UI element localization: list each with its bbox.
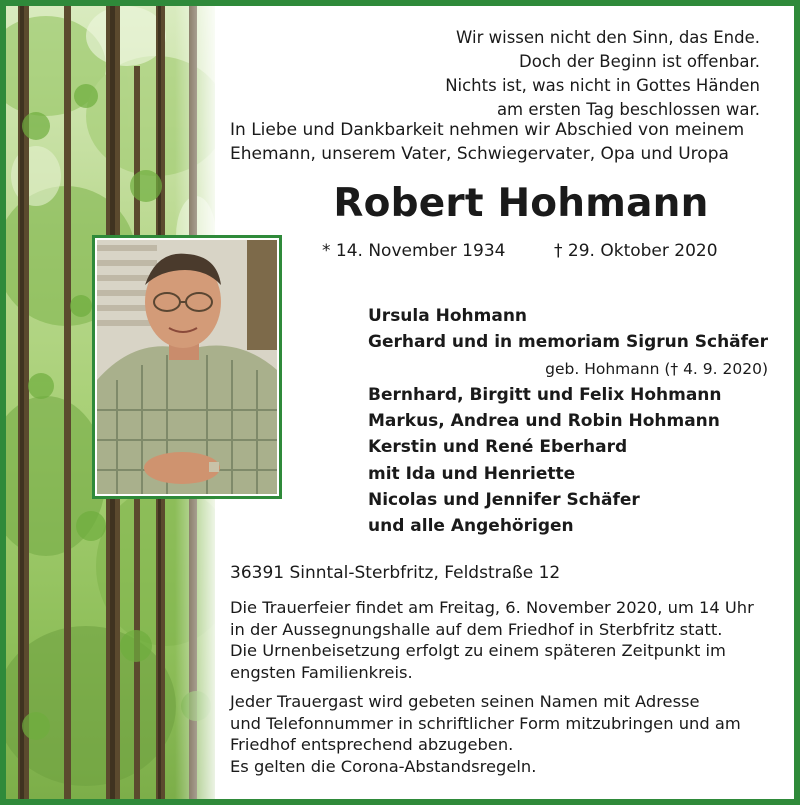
family-member: Gerhard und in memoriam Sigrun Schäfer xyxy=(368,332,768,353)
notice-line: Friedhof entsprechend abzugeben. xyxy=(230,735,514,754)
family-member: und alle Angehörigen xyxy=(368,516,574,537)
birth-date: * 14. November 1934 xyxy=(322,241,506,261)
family-member: Ursula Hohmann xyxy=(368,306,528,326)
intro-text xyxy=(230,118,770,166)
death-date: † 29. Oktober 2020 xyxy=(554,241,718,261)
notice-line: Jeder Trauergast wird gebeten seinen Namen mit Adresse xyxy=(230,692,700,711)
family-member: mit Ida und Henriette xyxy=(368,463,576,484)
ceremony-line: Die Urnenbeisetzung erfolgt zu einem späteren Zeitpunkt im xyxy=(230,641,726,660)
deceased-name: Robert Hohmann xyxy=(333,181,709,226)
ceremony-line: Die Trauerfeier findet am Freitag, 6. November 2020, um 14 Uhr xyxy=(230,598,754,617)
intro-line: In Liebe und Dankbarkeit nehmen wir Abschied von meinem xyxy=(230,120,745,140)
family-note: geb. Hohmann († 4. 9. 2020) xyxy=(545,359,768,378)
address: 36391 Sinntal-Sterbfritz, Feldstraße 12 xyxy=(230,563,561,583)
portrait-illustration xyxy=(97,240,277,494)
notice-paragraph xyxy=(230,691,770,777)
ceremony-line: engsten Familienkreis. xyxy=(230,662,413,682)
poem-line: Doch der Beginn ist offenbar. xyxy=(519,52,760,71)
family-member: Bernhard, Birgitt und Felix Hohmann xyxy=(368,384,722,405)
family-list xyxy=(368,303,768,540)
poem-line: am ersten Tag beschlossen war. xyxy=(496,100,760,119)
family-member: Nicolas und Jennifer Schäfer xyxy=(368,490,640,511)
ceremony-line: in der Aussegnungshalle auf dem Friedhof in Sterbfritz statt. xyxy=(230,619,723,639)
poem xyxy=(400,26,760,122)
notice-line: Es gelten die Corona-Abstandsregeln. xyxy=(230,756,537,776)
poem-line: Wir wissen nicht den Sinn, das Ende. xyxy=(456,28,760,47)
family-member: Markus, Andrea und Robin Hohmann xyxy=(368,411,720,432)
intro-line: Ehemann, unserem Vater, Schwiegervater, Opa und Uropa xyxy=(230,144,729,164)
portrait-photo xyxy=(92,235,282,499)
poem-line: Nichts ist, was nicht in Gottes Händen xyxy=(445,76,760,95)
notice-line: und Telefonnummer in schriftlicher Form mitzubringen und am xyxy=(230,713,741,733)
ceremony-paragraph xyxy=(230,597,770,683)
family-member: Kerstin und René Eberhard xyxy=(368,437,628,458)
